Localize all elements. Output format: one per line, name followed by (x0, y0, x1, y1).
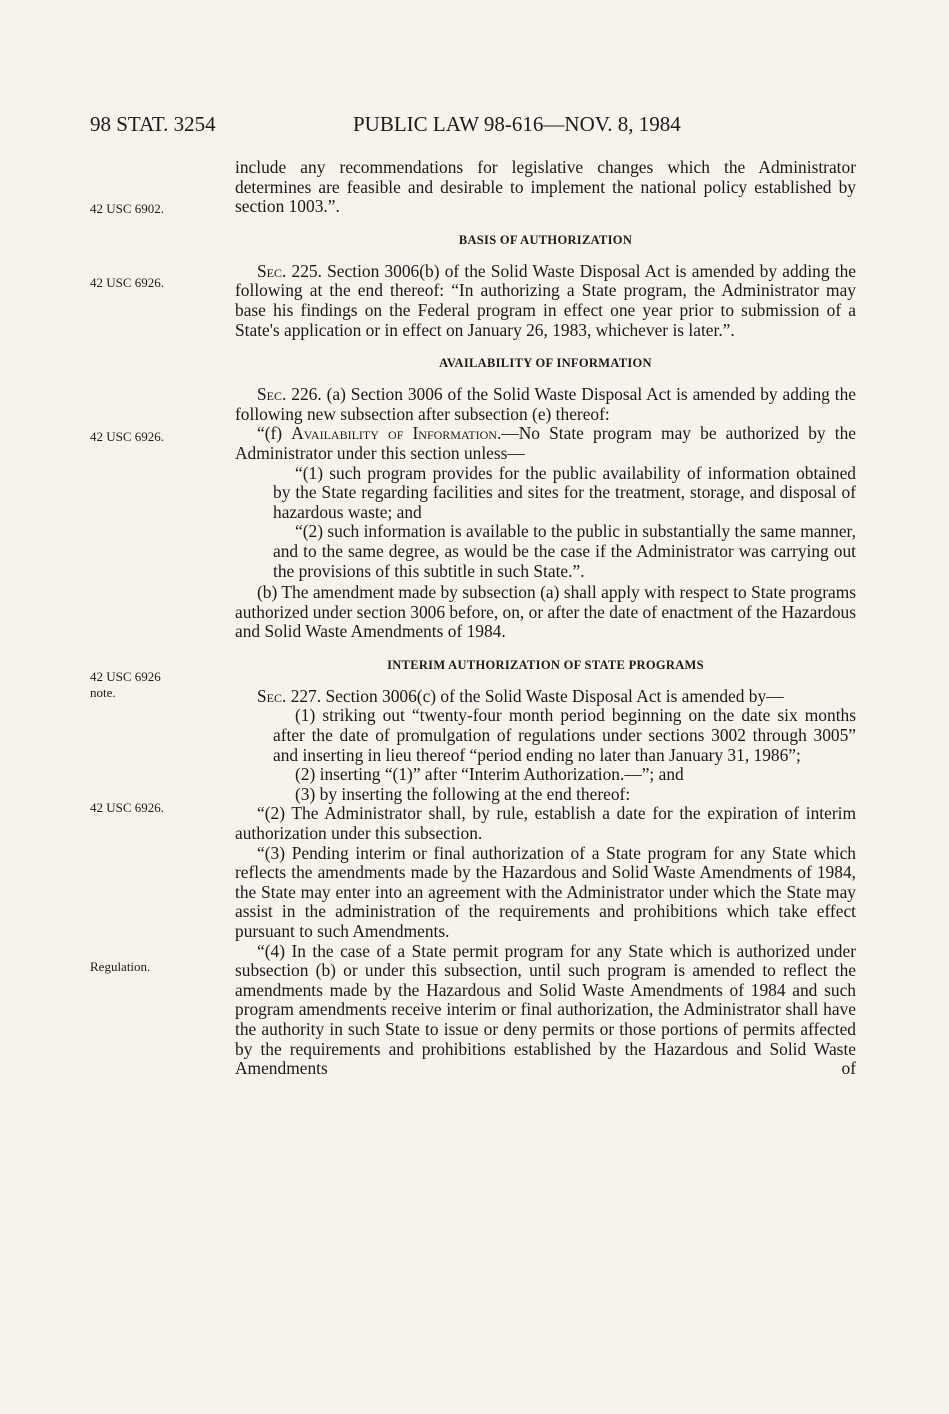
section-225-label: Sec. (257, 260, 287, 281)
heading-interim-authorization: INTERIM AUTHORIZATION OF STATE PROGRAMS (387, 657, 704, 672)
section-226a-text: 226. (a) Section 3006 of the Solid Waste Disposal Act is amended by adding the following new subsection after subsection (e) thereof: (235, 384, 856, 424)
section-227-item-1: (1) striking out “twenty-four month period beginning on the date six months after the date of promulgation of regulations under sections 3002 through 3005” and inserting in lieu thereof “period ending no later than January 31, 1986”; (273, 705, 856, 765)
page-stat-number: 98 STAT. 3254 (90, 112, 216, 136)
margin-note-usc-6926-sec227: 42 USC 6926. (90, 800, 165, 815)
quoted-paragraph-4: “(4) In the case of a State permit program for any State which is authorized under subsection (b) or under this subsection, until such program is amended to reflect the amendments made by the Hazardous and Solid Waste Amendments of 1984 and such program amendments receive interim or final authorization, the Administrator shall have the authority in such State to issue or deny permits or those portions of permits affected by the requirements and prohibitions established by the Hazardous and Solid Waste Amendments of (235, 940, 856, 1079)
margin-note-regulation: Regulation. (90, 959, 151, 974)
margin-note-usc-6926-sec225: 42 USC 6926. (90, 275, 165, 290)
quoted-paragraph-2: “(2) The Administrator shall, by rule, establish a date for the expiration of interim authorization under this subsection. (235, 803, 856, 844)
margin-note-usc-6902: 42 USC 6902. (90, 201, 165, 216)
heading-basis-of-authorization: BASIS OF AUTHORIZATION (458, 232, 633, 247)
subsection-f-text: .—No State program may be authorized by the Administrator under this section unless— (235, 423, 856, 463)
section-226b-paragraph: (b) The amendment made by subsection (a) shall apply with respect to State programs authorized under section 3006 before, on, or after the date of enactment of the Hazardous and Solid Waste Amendments of 1984. (235, 582, 856, 642)
body-text (235, 158, 856, 1079)
intro-paragraph: include any recommendations for legislative changes which the Administrator determines are feasible and desirable to implement the national policy established by section 1003.”. (235, 157, 856, 217)
subsection-f-prefix: “(f) (257, 423, 292, 444)
subsection-f-paragraph (235, 424, 856, 463)
margin-note-note: note. (90, 685, 116, 700)
subsection-f-title: Availability of Information (291, 423, 497, 444)
subsection-f-2: “(2) such information is available to the public in substantially the same manner, and to the same degree, as would be the case if the Administrator was carrying out the provisions of this subtitle in such State.”. (273, 521, 856, 581)
page-law-title: PUBLIC LAW 98-616—NOV. 8, 1984 (353, 112, 681, 136)
section-225-text: 225. Section 3006(b) of the Solid Waste Disposal Act is amended by adding the following at the end thereof: “In authorizing a State program, the Administrator may base his findings on the Federal program in effect one year prior to submission of a State's application or in effect on January 26, 1983, whichever is later.”. (235, 260, 856, 340)
quoted-paragraph-3: “(3) Pending interim or final authorization of a State program for any State which reflects the amendments made by the Hazardous and Solid Waste Amendments of 1984, the State may enter into an agreement with the Administrator under which the State may assist in the administration of the requirements and prohibitions which take effect pursuant to such Amendments. (235, 842, 856, 941)
section-227-label: Sec. (257, 685, 287, 706)
section-225-paragraph (235, 262, 856, 340)
section-226a-paragraph (235, 385, 856, 424)
margin-note-usc-6926-note: 42 USC 6926 (90, 669, 161, 684)
margin-note-usc-6926-sec226: 42 USC 6926. (90, 429, 165, 444)
section-227-paragraph (235, 687, 856, 707)
section-226-label: Sec. (257, 384, 287, 405)
section-227-text: 227. Section 3006(c) of the Solid Waste Disposal Act is amended by— (286, 685, 784, 706)
section-227-item-3: (3) by inserting the following at the end thereof: (295, 783, 631, 804)
heading-availability-of-information: AVAILABILITY OF INFORMATION (439, 356, 652, 371)
subsection-f-1: “(1) such program provides for the public availability of information obtained by the State regarding facilities and sites for the treatment, storage, and disposal of hazardous waste; and (273, 462, 856, 522)
section-227-item-2: (2) inserting “(1)” after “Interim Authorization.—”; and (295, 764, 684, 785)
